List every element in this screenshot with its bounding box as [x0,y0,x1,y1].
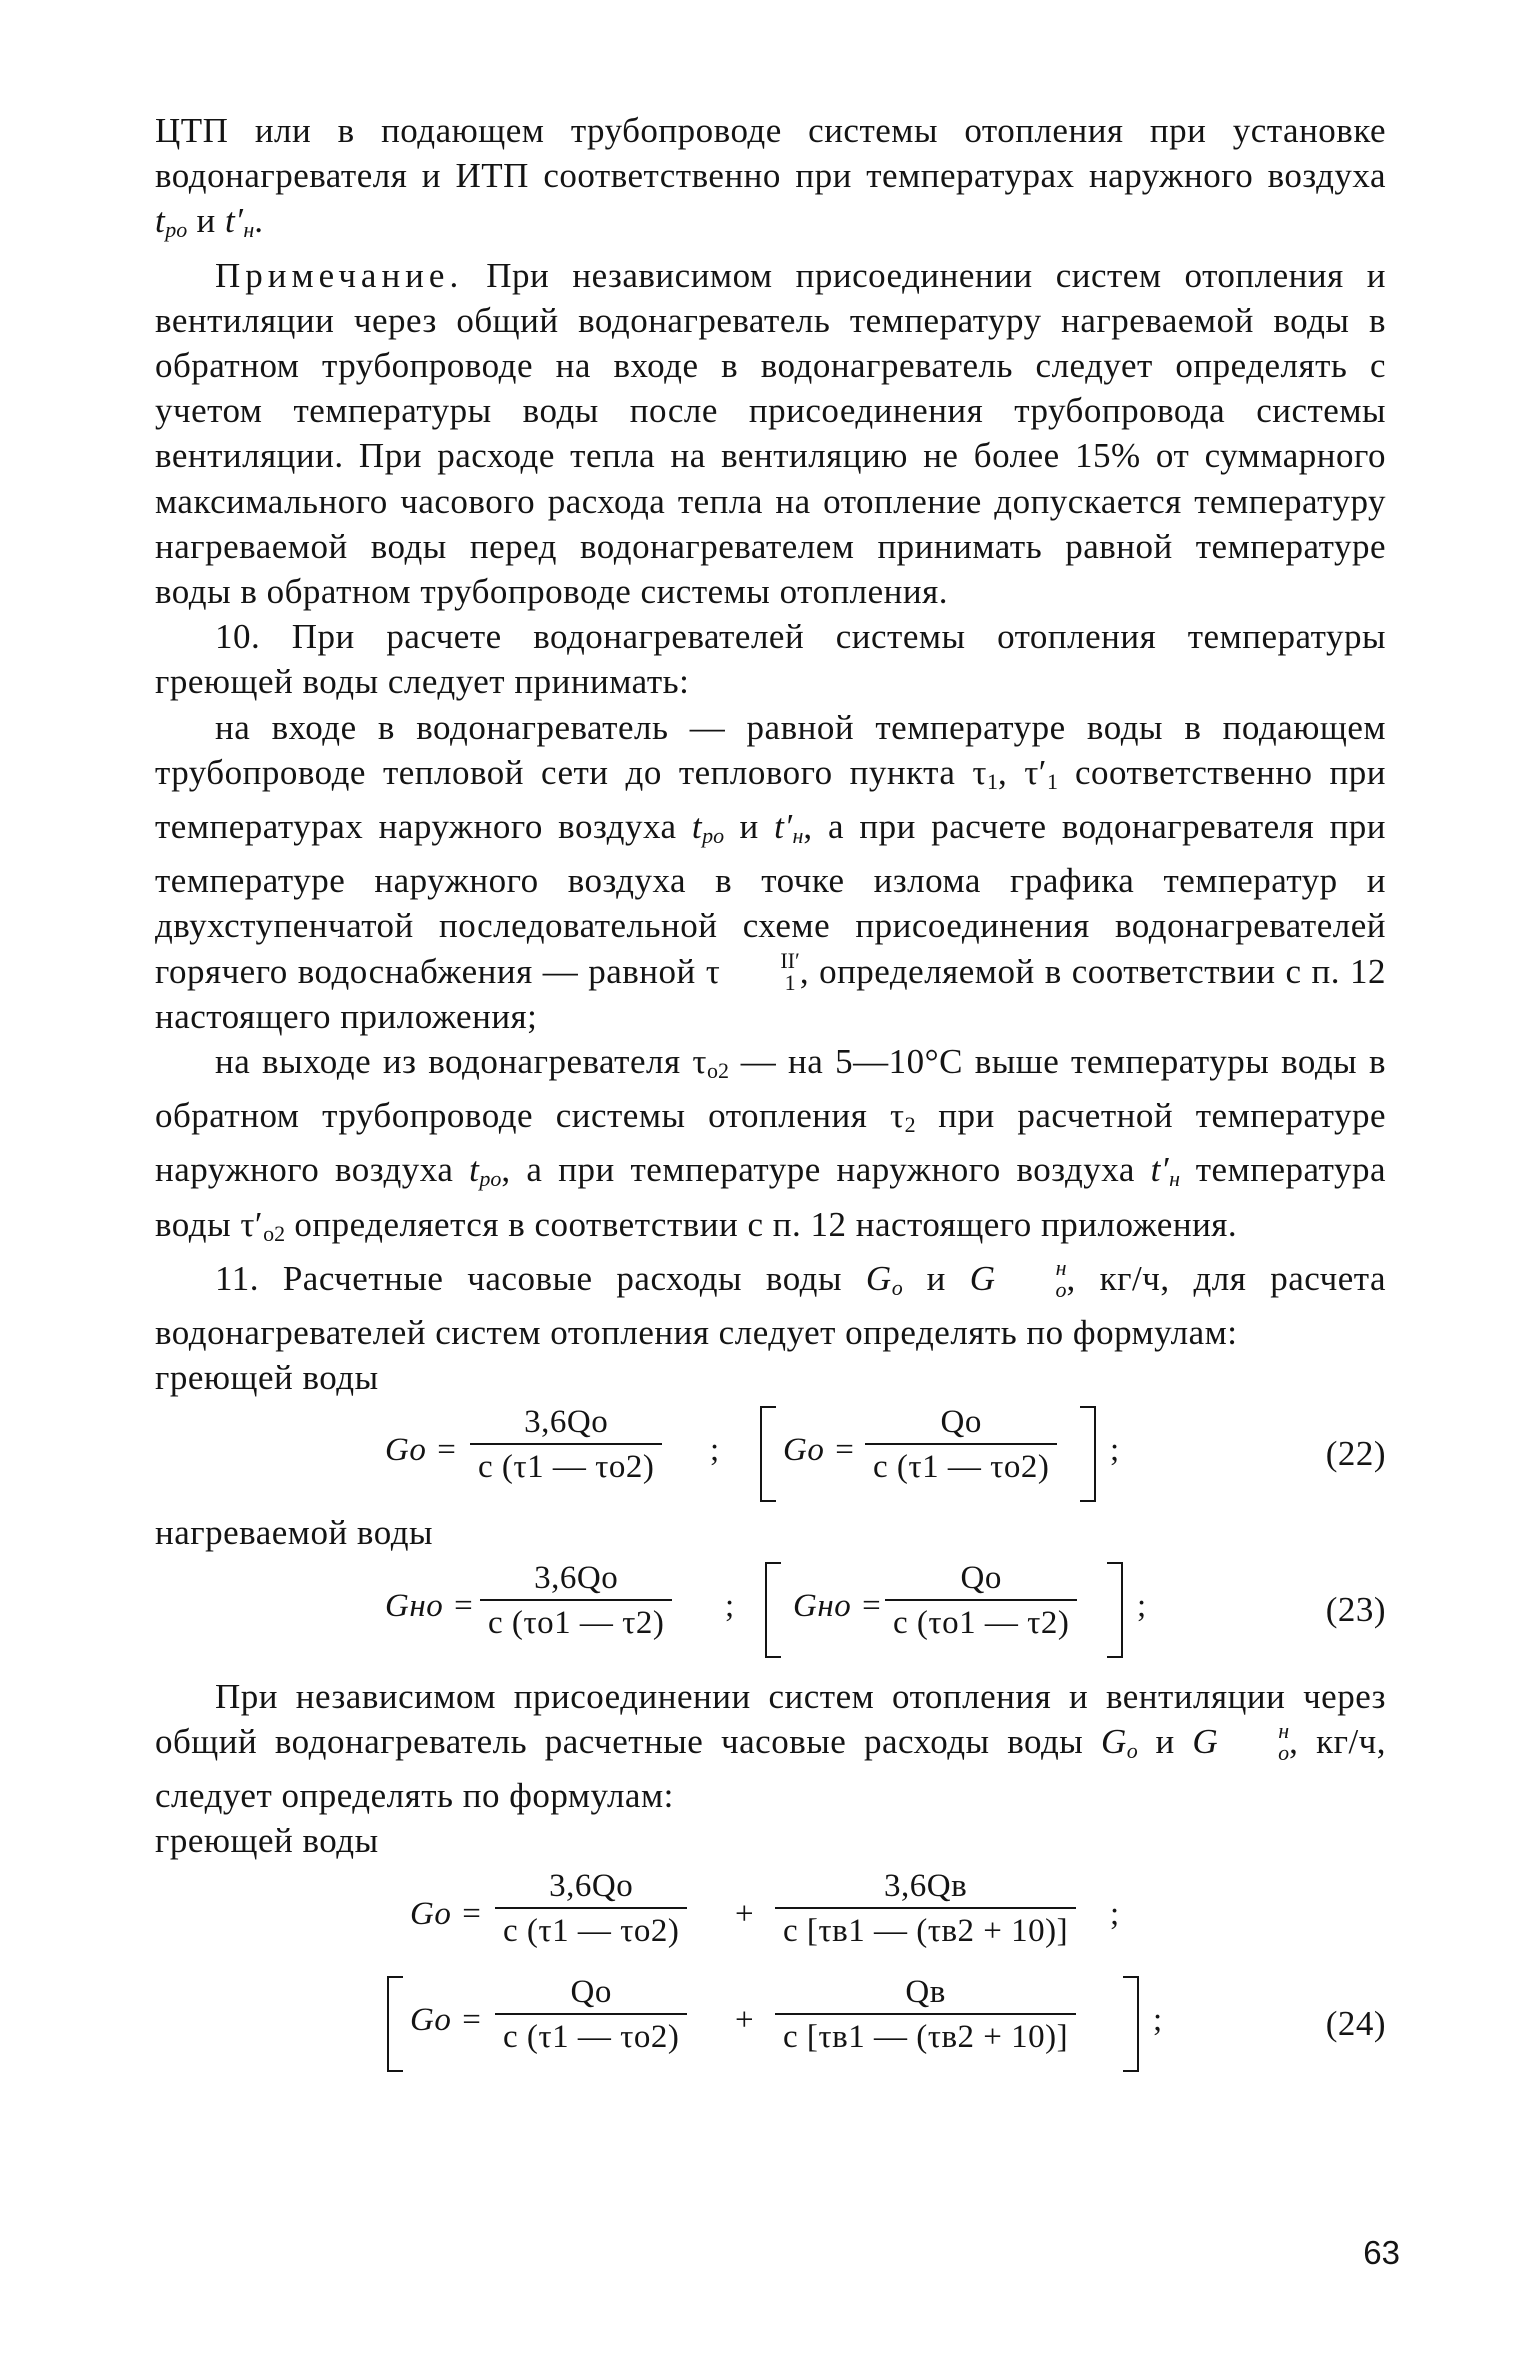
paragraph-text: , а при расчете водонагревателя при температуре наружного воздуха в точке излома графика температур и двухступенчатой последовательной схеме присоединения водонагревателей горячего водоснабжения — равной [155,807,1387,991]
paragraph-text: температура воды [155,1150,1387,1244]
formula-22: Gо = $\frac{3,6Qо}{c (\tau 1 — \tau о2)}$ ; Gо = $\frac{Qо}{c (\tau 1 — \tau о2)}$ ; (22) [155,1406,1386,1506]
formula-23: Gнo = $\frac{3,6Qо}{c (\tau о1 — \tau 2)}$ ; Gнo = $\frac{Qо}{c (\tau о1 — \tau 2)}$ ; (23) [155,1562,1386,1662]
paragraph-10-outlet [155,1039,1386,1256]
symbol: $t_{ро}$ [155,201,188,243]
symbol: $\tau'_1$ [1024,752,1058,794]
formula-lhs: Gо = [410,1895,483,1932]
paragraph-text: на входе в водонагреватель — равной температуре воды в подающем трубопроводе тепловой сети до теплового пункта [155,707,1386,792]
symbol: $G_о$ [865,1258,903,1300]
bracket-right [1107,1562,1123,1658]
formula-lhs: Gо = [410,2001,483,2038]
page-number: 63 [1363,2234,1400,2271]
formula-fraction: $\frac{Qв}{c [\tau в1 — (\tau в2 + 10)]}$ [775,1976,1076,2054]
paragraph-text: — на 5—10°С выше температуры воды в обратном трубопроводе системы отопления [155,1042,1386,1136]
bracket-left [765,1562,781,1658]
formula-label-heated: нагреваемой воды [155,1513,434,1553]
paragraph-text: соответственно при температурах наружного воздуха [155,752,1387,847]
formula-label-heating: греющей воды [155,1358,379,1398]
paragraph-text: определяется в соответствии с п. 12 настоящего приложения. [294,1204,1238,1244]
paragraph-text: ЦТП или в подающем трубопроводе системы отопления при установке водонагревателя и ИТП соответственно при температурах наружного воздуха [155,111,1386,196]
equation-number: (22) [1325,1434,1386,1474]
paragraph-text: 11. Расчетные часовые расходы воды [215,1258,843,1298]
note-label: Примечание. [215,255,464,295]
paragraph-10-inlet: на входе в водонагреватель — равной температуре воды в подающем трубопроводе тепловой сети до теплового пункта $\tau_1$, $\tau'_1$ соответственно при температурах наружного воздуха $t_{ро}$ и $t'_н$, а при расчете водонагревателя при температуре наружного воздуха в точке излома графика температур и двухступенчатой последовательной схеме присоединения водонагревателей горячего водоснабжения — равной τ II′ 1 , определяемой в соответствии с п. 12 настоящего приложения; [155,707,1387,1036]
paragraph-text: При независимом присоединении систем отопления и вентиляции через общий водонагреватель расчетные часовые расходы воды [155,1676,1386,1761]
formula-fraction: $\frac{3,6Qо}{c (\tau о1 — \tau 2)}$ [480,1562,672,1640]
symbol: G н о [1192,1717,1290,1765]
formula-lhs: Gо = [385,1432,458,1469]
symbol: $t_{ро}$ [469,1150,502,1192]
paragraph-text: , определяемой в соответствии с п. 12 настоящего приложения; [155,951,1387,1036]
equation-number: (23) [1325,1589,1386,1629]
formula-24b: Gо = $\frac{Qо}{c (\tau 1 — \tau о2)}$ + $\frac{Qв}{c [\tau в1 — (\tau в2 + 10)]}$ ; (24) [155,1976,1386,2076]
paragraph-independent: При независимом присоединении систем отопления и вентиляции через общий водонагреватель расчетные часовые расходы воды $G_о$ и G н о , кг/ч, следует определять по формулам: [155,1676,1387,1816]
symbol: G н о [969,1254,1067,1302]
formula-label-heating: греющей воды [155,1821,379,1861]
formula-lhs: Gнo = [793,1587,883,1624]
symbol: $\tau_{о2}$ [692,1042,729,1084]
paragraph-text: 10. При расчете водонагревателей системы отопления температуры греющей воды следует принимать: [155,617,1386,702]
formula-fraction: $\frac{Qо}{c (\tau о1 — \tau 2)}$ [885,1562,1077,1640]
paragraph-text: на выходе из водонагревателя [215,1042,681,1082]
symbol: $t_{ро}$ [691,807,725,849]
paragraph-text: , кг/ч, для расчета водонагревателей систем отопления следует определять по формулам: [155,1258,1387,1353]
paragraph-text: и [196,201,216,241]
text-column [155,108,1386,2080]
symbol: $\tau_1$ [972,752,998,794]
bracket-right [1123,1976,1139,2072]
equation-number: (24) [1325,2003,1386,2043]
symbol: τ II′ 1 [705,947,800,995]
paragraph-continuation: ЦТП или в подающем трубопроводе системы отопления при установке водонагревателя и ИТП соответственно при температурах наружного воздуха $t_{ро}$ и $t'_н$. [155,111,1386,243]
note-paragraph [155,253,1386,615]
formula-lhs: Gо = [783,1432,856,1469]
paragraph-10 [155,614,1386,704]
symbol: $t'_н$ [774,807,804,849]
paragraph-text: , а при температуре наружного воздуха [501,1150,1135,1190]
bracket-left [760,1406,776,1502]
formula-fraction: $\frac{Qо}{c (\tau 1 — \tau о2)}$ [865,1406,1057,1484]
paragraph-text: , кг/ч, следует определять по формулам: [155,1721,1387,1816]
formula-fraction: $\frac{3,6Qо}{c (\tau 1 — \tau о2)}$ [495,1870,687,1948]
symbol: $G_о$ [1101,1721,1138,1763]
formula-fraction: $\frac{3,6Qо}{c (\tau 1 — \tau о2)}$ [470,1406,662,1484]
formula-24a: Gо = $\frac{3,6Qо}{c (\tau 1 — \tau о2)}$ + $\frac{3,6Qв}{c [\tau в1 — (\tau в2 + 10)]}$ ; [410,1867,1120,1949]
formula-lhs: Gнo = [385,1587,475,1624]
formula-fraction: $\frac{Qо}{c (\tau 1 — \tau о2)}$ [495,1976,687,2054]
paragraph-text: при расчетной температуре наружного воздуха [155,1096,1386,1190]
symbol: $\tau_2$ [889,1096,916,1138]
symbol: $t'_н$ [224,201,255,243]
bracket-left [387,1976,403,2072]
bracket-right [1080,1406,1096,1502]
symbol: $\tau'_{о2}$ [240,1204,286,1246]
symbol: $t'_н$ [1150,1150,1180,1192]
formula-fraction: $\frac{3,6Qв}{c [\tau в1 — (\tau в2 + 10)]}$ [775,1870,1076,1948]
note-text: При независимом присоединении систем отопления и вентиляции через общий водонагреватель температуру нагреваемой воды в обратном трубопроводе на входе в водонагреватель следует определять с учетом температуры воды после присоединения трубопровода системы вентиляции. При расходе тепла на вентиляцию не более 15% от суммарного максимального часового расхода тепла на отопление допускается температуру нагреваемой воды перед водонагревателем принимать равной температуре воды в обратном трубопроводе системы отопления. [155,255,1387,612]
paragraph-11: 11. Расчетные часовые расходы воды $G_о$ и G н о , кг/ч, для расчета водонагревателей систем отопления следует определять по формулам: [155,1254,1387,1353]
